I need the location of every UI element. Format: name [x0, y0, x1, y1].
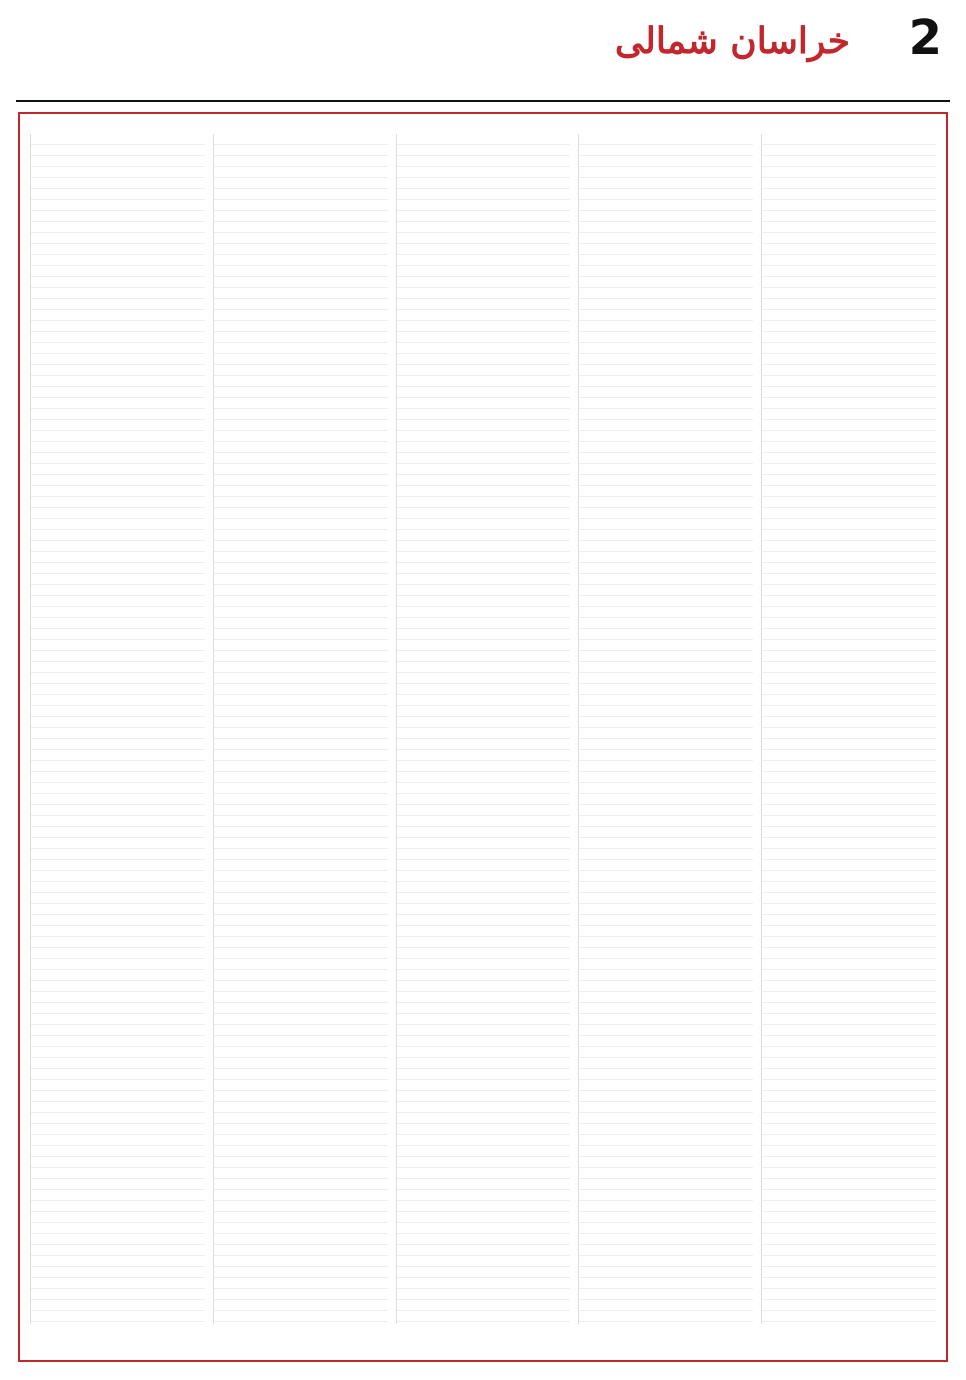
notice-column-1	[30, 134, 205, 1324]
notice-column-5	[761, 134, 936, 1324]
notice-column-4	[578, 134, 753, 1324]
notice-columns	[30, 134, 936, 1324]
newspaper-masthead: خراسان شمالی	[614, 20, 850, 62]
notice-column-2	[213, 134, 388, 1324]
page-header	[16, 10, 950, 102]
page-number: 2	[908, 10, 942, 66]
legal-notice	[18, 112, 948, 1362]
notice-column-3	[396, 134, 571, 1324]
